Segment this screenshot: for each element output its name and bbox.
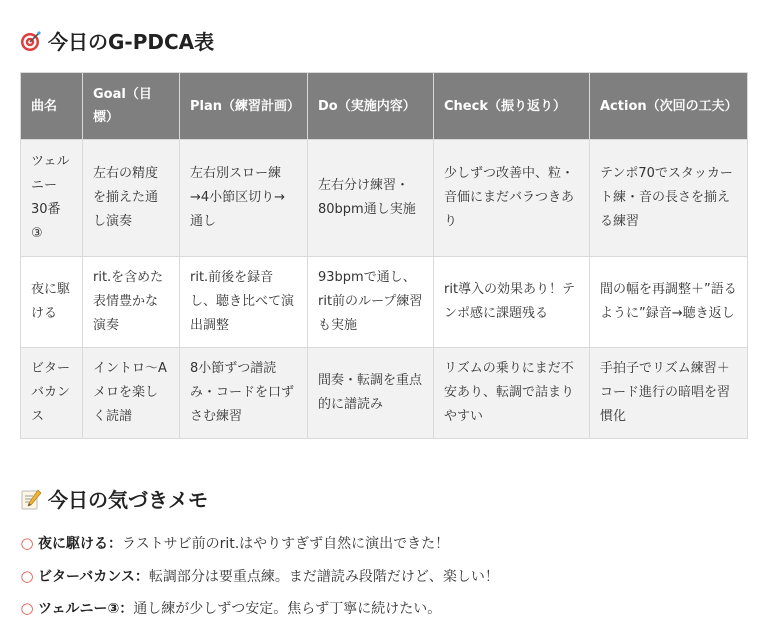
memo-text: ラストサビ前のrit.はやりすぎず自然に演出できた！ [122,536,450,552]
memo-icon [20,488,42,510]
table-header-row [21,73,748,140]
cell-plan: 8小節ずつ譜読み・コードを口ずさむ練習 [180,348,308,439]
memo-key: ツェルニー③： [38,601,134,617]
cell-song: ビターバカンス [21,348,83,439]
column-header-check: Check（振り返り） [434,73,590,140]
table-row [21,257,748,348]
circle-bullet-icon: ○ [20,567,34,585]
memo-key: ビターバカンス： [38,569,149,585]
cell-check: リズムの乗りにまだ不安あり、転調で詰まりやすい [434,348,590,439]
gpdca-table [20,72,748,439]
column-header-goal: Goal（目標） [83,73,180,140]
cell-goal: イントロ〜Aメロを楽しく読譜 [83,348,180,439]
cell-do: 93bpmで通し、rit前のループ練習も実施 [308,257,434,348]
column-header-plan: Plan（練習計画） [180,73,308,140]
memo-key: 夜に駆ける： [38,536,122,552]
memo-text: 通し練が少しずつ安定。焦らず丁寧に続けたい。 [133,601,442,617]
cell-do: 左右分け練習・80bpm通し実施 [308,140,434,257]
cell-goal: 左右の精度を揃えた通し演奏 [83,140,180,257]
column-header-song: 曲名 [21,73,83,140]
cell-action: テンポ70でスタッカート練・音の長さを揃える練習 [590,140,748,257]
memo-item [20,598,441,618]
cell-goal: rit.を含めた表情豊かな演奏 [83,257,180,348]
circle-bullet-icon: ○ [20,599,34,617]
circle-bullet-icon: ○ [20,534,34,552]
memo-section-title: 今日の気づきメモ [48,488,208,512]
table-row [21,140,748,257]
cell-song: 夜に駆ける [21,257,83,348]
memo-item [20,533,449,553]
column-header-action: Action（次回の工夫） [590,73,748,140]
cell-song: ツェルニー30番③ [21,140,83,257]
target-icon [20,30,42,52]
cell-check: rit導入の効果あり！テンポ感に課題残る [434,257,590,348]
cell-do: 間奏・転調を重点的に譜読み [308,348,434,439]
column-header-do: Do（実施内容） [308,73,434,140]
memo-text: 転調部分は要重点練。まだ譜読み段階だけど、楽しい！ [148,569,499,585]
page-title: 今日のG-PDCA表 [48,30,215,54]
section-title-gpdca [20,26,214,55]
cell-action: 手拍子でリズム練習＋コード進行の暗唱を習慣化 [590,348,748,439]
cell-plan: 左右別スロー練→4小節区切り→通し [180,140,308,257]
cell-action: 間の幅を再調整＋”語るように”録音→聴き返し [590,257,748,348]
cell-check: 少しずつ改善中、粒・音価にまだバラつきあり [434,140,590,257]
memo-item [20,566,499,586]
section-title-memo [20,484,208,513]
table-row [21,348,748,439]
cell-plan: rit.前後を録音し、聴き比べて演出調整 [180,257,308,348]
